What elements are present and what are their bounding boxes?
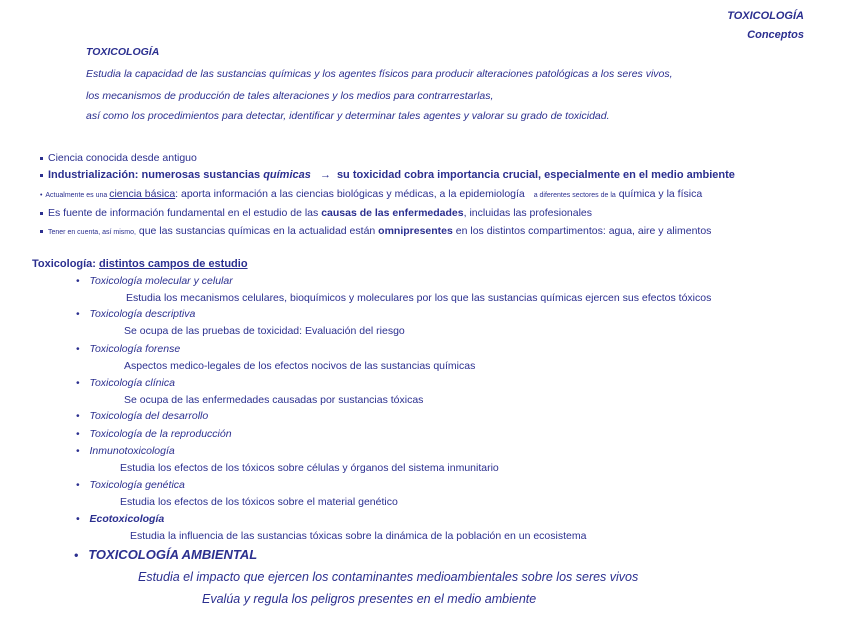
field-descriptive-desc: Se ocupa de las pruebas de toxicidad: Evaluación del riesgo <box>124 325 405 337</box>
bullet-icon: • <box>76 480 80 491</box>
field-clinical-desc: Se ocupa de las enfermedades causadas por sustancias tóxicas <box>124 394 424 406</box>
definition-title: TOXICOLOGÍA <box>86 46 160 58</box>
bullet-industrialization: Industrialización: numerosas sustancias químicas → su toxicidad cobra importancia crucial, especialmente en el medio ambiente <box>40 169 735 181</box>
bullet-icon: • <box>76 514 80 525</box>
square-bullet-icon <box>40 174 43 177</box>
field-genetic-desc: Estudia los efectos de los tóxicos sobre el material genético <box>120 496 398 508</box>
field-immunotoxicology-desc: Estudia los efectos de los tóxicos sobre células y órganos del sistema inmunitario <box>120 462 499 474</box>
bullet-icon: • <box>76 309 80 320</box>
field-reproduction: • Toxicología de la reproducción <box>76 428 232 440</box>
field-descriptive: • Toxicología descriptiva <box>76 308 196 320</box>
bullet-icon: • <box>74 548 79 562</box>
field-molecular: • Toxicología molecular y celular <box>76 275 233 287</box>
field-ecotoxicology-desc: Estudia la influencia de las sustancias tóxicas sobre la dinámica de la población en un ecosistema <box>130 530 587 542</box>
field-forensic-desc: Aspectos medico-legales de los efectos nocivos de las sustancias químicas <box>124 360 476 372</box>
definition-line-3: así como los procedimientos para detectar, identificar y determinar tales agentes y valorar su grado de toxicidad. <box>86 110 610 122</box>
bullet-information-source: Es fuente de información fundamental en el estudio de las causas de las enfermedades, incluidas las profesionales <box>40 207 592 219</box>
field-environmental-desc-2: Evalúa y regula los peligros presentes en el medio ambiente <box>202 592 537 606</box>
header-title: TOXICOLOGÍA <box>727 10 804 22</box>
fields-heading: Toxicología: distintos campos de estudio <box>32 258 248 270</box>
field-molecular-desc: Estudia los mecanismos celulares, bioquímicos y moleculares por los que las sustancias químicas ejercen sus efectos tóxicos <box>126 292 712 304</box>
field-environmental: • TOXICOLOGÍA AMBIENTAL <box>74 547 258 562</box>
square-bullet-icon <box>40 157 43 160</box>
bullet-icon: • <box>76 344 80 355</box>
field-development: • Toxicología del desarrollo <box>76 410 209 422</box>
bullet-icon: • <box>76 429 80 440</box>
bullet-omnipresent: Tener en cuenta, así mismo, que las sustancias químicas en la actualidad están omnipresentes en los distintos compartimentos: agua, aire y alimentos <box>40 225 711 237</box>
bullet-icon: • <box>76 378 80 389</box>
bullet-basic-science: • Actualmente es una ciencia básica: aporta información a las ciencias biológicas y médicas, a la epidemiología a diferentes sectores de la química y la física <box>40 188 703 200</box>
bullet-ancient-science: Ciencia conocida desde antiguo <box>40 152 197 164</box>
square-bullet-icon <box>40 230 43 233</box>
field-clinical: • Toxicología clínica <box>76 377 175 389</box>
field-genetic: • Toxicología genética <box>76 479 185 491</box>
bullet-icon: • <box>76 446 80 457</box>
field-immunotoxicology: • Inmunotoxicología <box>76 445 175 457</box>
header-subtitle: Conceptos <box>747 29 804 41</box>
bullet-icon: • <box>76 411 80 422</box>
field-ecotoxicology: • Ecotoxicología <box>76 513 165 525</box>
bullet-icon: • <box>76 276 80 287</box>
square-bullet-icon <box>40 212 43 215</box>
field-environmental-desc-1: Estudia el impacto que ejercen los contaminantes medioambientales sobre los seres vivos <box>138 570 639 584</box>
field-forensic: • Toxicología forense <box>76 343 181 355</box>
definition-line-2: los mecanismos de producción de tales alteraciones y los medios para contrarrestarlas, <box>86 90 494 102</box>
arrow-right-icon: → <box>319 169 331 181</box>
small-bullet-icon: • <box>40 192 43 199</box>
definition-line-1: Estudia la capacidad de las sustancias químicas y los agentes físicos para producir alteraciones patológicas a los seres vivos, <box>86 68 673 80</box>
